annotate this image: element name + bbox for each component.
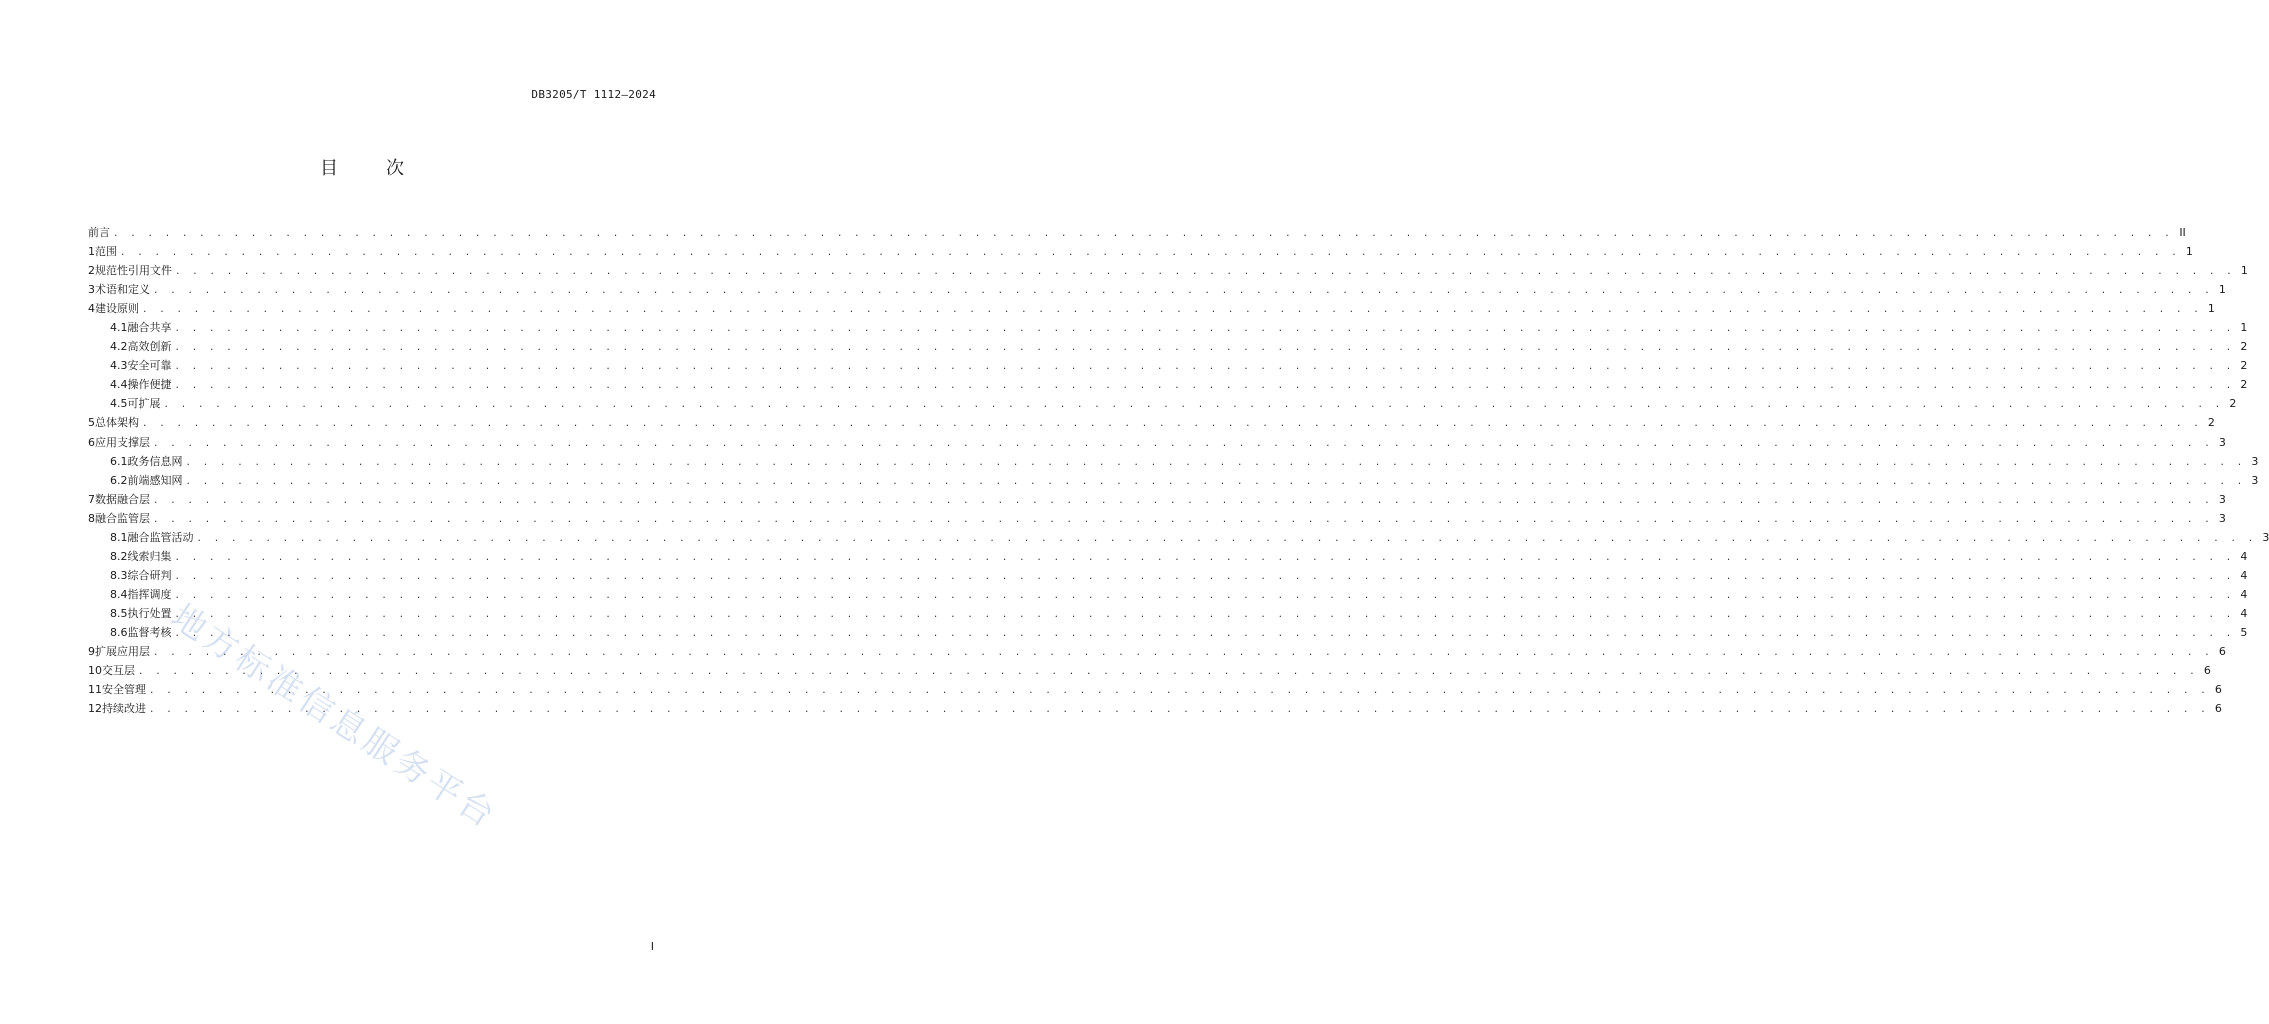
watermark-text: 地方标准信息服务平台 [163, 596, 505, 838]
toc-entry[interactable] [88, 319, 2248, 338]
toc-entry-number: 8.1 [110, 530, 128, 544]
toc-entry-page: 2 [2207, 416, 2215, 430]
toc-leader-dots: . . . . . . . . . . . . . . . . . . . . . . . . . . . . . . . . . . . . . . . . . . . . . . . . . . . . . . . . . . . . . . . . . . . . . . . . . . . . . . . . . . . . . . . . . . . . . . . . . . . . . . . . . . . . . . . . . . . . . . . . [153, 438, 2213, 449]
toc-leader-dots: . . . . . . . . . . . . . . . . . . . . . . . . . . . . . . . . . . . . . . . . . . . . . . . . . . . . . . . . . . . . . . . . . . . . . . . . . . . . . . . . . . . . . . . . . . . . . . . . . . . . . . . . . . . . . . . . . . . . . . . . [175, 267, 2235, 278]
toc-entry-number: 1 [88, 245, 95, 259]
toc-entry-label: 扩展应用层 [95, 645, 150, 659]
toc-entry-label: 数据融合层 [95, 492, 150, 506]
toc-entry-number: 8 [88, 511, 95, 525]
toc-entry-page: 2 [2240, 359, 2248, 373]
toc-entry[interactable] [88, 243, 2193, 262]
toc-entry[interactable] [88, 376, 2248, 395]
toc-leader-dots: . . . . . . . . . . . . . . . . . . . . . . . . . . . . . . . . . . . . . . . . . . . . . . . . . . . . . . . . . . . . . . . . . . . . . . . . . . . . . . . . . . . . . . . . . . . . . . . . . . . . . . . . . . . . . . . . . . . . . . . . [185, 476, 2246, 487]
toc-entry-label: 安全可靠 [127, 359, 172, 373]
toc-entry-number: 8.6 [110, 625, 128, 639]
toc-entry[interactable] [88, 300, 2215, 319]
toc-entry[interactable] [88, 605, 2248, 624]
toc-entry-number: 8.2 [110, 549, 128, 563]
toc-entry-page: 1 [2207, 302, 2215, 316]
toc-entry[interactable] [88, 700, 2222, 719]
toc-entry[interactable] [88, 434, 2226, 453]
toc-entry-page: 3 [2218, 435, 2226, 449]
toc-entry-page: 4 [2240, 568, 2248, 582]
toc-entry-page: 1 [2240, 321, 2248, 335]
toc-entry-label: 前言 [88, 226, 110, 239]
toc-entry-page: 6 [2214, 702, 2222, 716]
toc-entry-page: 3 [2218, 492, 2226, 506]
toc-leader-dots: . . . . . . . . . . . . . . . . . . . . . . . . . . . . . . . . . . . . . . . . . . . . . . . . . . . . . . . . . . . . . . . . . . . . . . . . . . . . . . . . . . . . . . . . . . . . . . . . . . . . . . . . . . . . . . . . . . . . . . . . [196, 533, 2257, 544]
toc-entry[interactable] [88, 624, 2248, 643]
toc-entry-label: 安全管理 [102, 683, 146, 697]
toc-entry[interactable] [88, 567, 2248, 586]
toc-entry-page: 1 [2185, 245, 2193, 259]
toc-leader-dots: . . . . . . . . . . . . . . . . . . . . . . . . . . . . . . . . . . . . . . . . . . . . . . . . . . . . . . . . . . . . . . . . . . . . . . . . . . . . . . . . . . . . . . . . . . . . . . . . . . . . . . . . . . . . . . . . . . . . . . . . [174, 609, 2235, 620]
toc-entry-page: 4 [2240, 606, 2248, 620]
toc-leader-dots: . . . . . . . . . . . . . . . . . . . . . . . . . . . . . . . . . . . . . . . . . . . . . . . . . . . . . . . . . . . . . . . . . . . . . . . . . . . . . . . . . . . . . . . . . . . . . . . . . . . . . . . . . . . . . . . . . . . . . . . . [153, 648, 2213, 659]
toc-entry-label: 综合研判 [127, 568, 172, 582]
toc-entry[interactable] [88, 681, 2222, 700]
toc-entry-label: 指挥调度 [127, 587, 172, 601]
toc-leader-dots: . . . . . . . . . . . . . . . . . . . . . . . . . . . . . . . . . . . . . . . . . . . . . . . . . . . . . . . . . . . . . . . . . . . . . . . . . . . . . . . . . . . . . . . . . . . . . . . . . . . . . . . . . . . . . . . . . . . . . . . . [174, 343, 2235, 354]
toc-entry-page: 3 [2251, 454, 2259, 468]
toc-entry-number: 4.2 [110, 340, 128, 354]
toc-entry-page: 4 [2240, 587, 2248, 601]
toc-entry-label: 交互层 [102, 664, 135, 678]
toc-entry-page: 1 [2218, 283, 2226, 297]
toc-leader-dots: . . . . . . . . . . . . . . . . . . . . . . . . . . . . . . . . . . . . . . . . . . . . . . . . . . . . . . . . . . . . . . . . . . . . . . . . . . . . . . . . . . . . . . . . . . . . . . . . . . . . . . . . . . . . . . . . . . . . . . . . [174, 628, 2235, 639]
toc-entry[interactable] [88, 357, 2248, 376]
toc-entry-label: 建设原则 [95, 302, 139, 316]
toc-entry-number: 8.3 [110, 568, 128, 582]
toc-entry-page: II [2179, 226, 2186, 239]
toc-title [0, 154, 724, 180]
toc-entry-label: 总体架构 [95, 416, 139, 430]
toc-entry-number: 5 [88, 416, 95, 430]
toc-leader-dots: . . . . . . . . . . . . . . . . . . . . . . . . . . . . . . . . . . . . . . . . . . . . . . . . . . . . . . . . . . . . . . . . . . . . . . . . . . . . . . . . . . . . . . . . . . . . . . . . . . . . . . . . . . . . . . . . . . . . . . . . [113, 229, 2173, 239]
toc-entry[interactable] [88, 548, 2248, 567]
toc-entry-page: 6 [2203, 664, 2211, 678]
toc-entry[interactable] [88, 510, 2226, 529]
toc-entry-number: 3 [88, 283, 95, 297]
toc-entry-label: 术语和定义 [95, 283, 150, 297]
toc-entry-label: 应用支撑层 [95, 435, 150, 449]
footer-page-number: I [650, 940, 654, 953]
toc-entry-page: 3 [2251, 473, 2259, 487]
toc-entry-label: 融合共享 [127, 321, 172, 335]
toc-entry[interactable] [88, 643, 2226, 662]
toc-title-part2: 次 [386, 158, 404, 179]
toc-entry[interactable] [88, 586, 2248, 605]
toc-entry-number: 6.2 [110, 473, 128, 487]
toc-entry-label: 范围 [95, 245, 117, 259]
toc-entry[interactable] [88, 662, 2211, 681]
toc-entry[interactable] [88, 395, 2237, 414]
toc-entry-label: 执行处置 [127, 606, 172, 620]
toc-leader-dots: . . . . . . . . . . . . . . . . . . . . . . . . . . . . . . . . . . . . . . . . . . . . . . . . . . . . . . . . . . . . . . . . . . . . . . . . . . . . . . . . . . . . . . . . . . . . . . . . . . . . . . . . . . . . . . . . . . . . . . . . [138, 667, 2198, 678]
toc-entry-number: 9 [88, 645, 95, 659]
toc-entry-number: 10 [88, 664, 102, 678]
toc-entry-page: 6 [2218, 645, 2226, 659]
toc-entry-number: 4.4 [110, 378, 128, 392]
toc-entry-label: 政务信息网 [127, 454, 183, 468]
toc-entry-page: 2 [2240, 340, 2248, 354]
toc-entry[interactable] [88, 262, 2248, 281]
toc-entry-page: 6 [2214, 683, 2222, 697]
toc-entry[interactable] [88, 491, 2226, 510]
toc-entry-label: 线索归集 [127, 549, 172, 563]
toc-leader-dots: . . . . . . . . . . . . . . . . . . . . . . . . . . . . . . . . . . . . . . . . . . . . . . . . . . . . . . . . . . . . . . . . . . . . . . . . . . . . . . . . . . . . . . . . . . . . . . . . . . . . . . . . . . . . . . . . . . . . . . . . [149, 686, 2209, 697]
toc-entry-page: 2 [2240, 378, 2248, 392]
toc-title-part1: 目 [320, 158, 338, 179]
toc-leader-dots: . . . . . . . . . . . . . . . . . . . . . . . . . . . . . . . . . . . . . . . . . . . . . . . . . . . . . . . . . . . . . . . . . . . . . . . . . . . . . . . . . . . . . . . . . . . . . . . . . . . . . . . . . . . . . . . . . . . . . . . . [142, 419, 2202, 430]
toc-entry[interactable] [88, 281, 2226, 300]
toc-leader-dots: . . . . . . . . . . . . . . . . . . . . . . . . . . . . . . . . . . . . . . . . . . . . . . . . . . . . . . . . . . . . . . . . . . . . . . . . . . . . . . . . . . . . . . . . . . . . . . . . . . . . . . . . . . . . . . . . . . . . . . . . [174, 381, 2235, 392]
toc-leader-dots: . . . . . . . . . . . . . . . . . . . . . . . . . . . . . . . . . . . . . . . . . . . . . . . . . . . . . . . . . . . . . . . . . . . . . . . . . . . . . . . . . . . . . . . . . . . . . . . . . . . . . . . . . . . . . . . . . . . . . . . . [174, 590, 2235, 601]
toc-entry-number: 4.1 [110, 321, 128, 335]
table-of-contents [88, 224, 2269, 719]
toc-entry-label: 监督考核 [127, 625, 172, 639]
toc-entry[interactable] [88, 472, 2259, 491]
document-code: DB3205/T 1112—2024 [531, 88, 656, 101]
toc-entry[interactable] [88, 224, 2186, 243]
toc-entry-label: 融合监管层 [95, 511, 150, 525]
toc-entry-number: 8.5 [110, 606, 128, 620]
toc-leader-dots: . . . . . . . . . . . . . . . . . . . . . . . . . . . . . . . . . . . . . . . . . . . . . . . . . . . . . . . . . . . . . . . . . . . . . . . . . . . . . . . . . . . . . . . . . . . . . . . . . . . . . . . . . . . . . . . . . . . . . . . . [163, 400, 2224, 411]
toc-entry-number: 11 [88, 683, 102, 697]
toc-leader-dots: . . . . . . . . . . . . . . . . . . . . . . . . . . . . . . . . . . . . . . . . . . . . . . . . . . . . . . . . . . . . . . . . . . . . . . . . . . . . . . . . . . . . . . . . . . . . . . . . . . . . . . . . . . . . . . . . . . . . . . . . [153, 495, 2213, 506]
toc-entry-page: 1 [2240, 264, 2248, 278]
toc-entry[interactable] [88, 529, 2269, 548]
toc-entry-number: 6 [88, 435, 95, 449]
toc-leader-dots: . . . . . . . . . . . . . . . . . . . . . . . . . . . . . . . . . . . . . . . . . . . . . . . . . . . . . . . . . . . . . . . . . . . . . . . . . . . . . . . . . . . . . . . . . . . . . . . . . . . . . . . . . . . . . . . . . . . . . . . . [142, 305, 2202, 316]
toc-entry-label: 持续改进 [102, 702, 146, 716]
toc-leader-dots: . . . . . . . . . . . . . . . . . . . . . . . . . . . . . . . . . . . . . . . . . . . . . . . . . . . . . . . . . . . . . . . . . . . . . . . . . . . . . . . . . . . . . . . . . . . . . . . . . . . . . . . . . . . . . . . . . . . . . . . . [174, 571, 2235, 582]
toc-leader-dots: . . . . . . . . . . . . . . . . . . . . . . . . . . . . . . . . . . . . . . . . . . . . . . . . . . . . . . . . . . . . . . . . . . . . . . . . . . . . . . . . . . . . . . . . . . . . . . . . . . . . . . . . . . . . . . . . . . . . . . . . [153, 514, 2213, 525]
toc-entry-number: 12 [88, 702, 102, 716]
toc-entry-label: 融合监管活动 [127, 530, 194, 544]
toc-entry-page: 5 [2240, 625, 2248, 639]
toc-entry-number: 4 [88, 302, 95, 316]
toc-entry-page: 2 [2229, 397, 2237, 411]
toc-entry-page: 3 [2262, 530, 2269, 544]
toc-leader-dots: . . . . . . . . . . . . . . . . . . . . . . . . . . . . . . . . . . . . . . . . . . . . . . . . . . . . . . . . . . . . . . . . . . . . . . . . . . . . . . . . . . . . . . . . . . . . . . . . . . . . . . . . . . . . . . . . . . . . . . . . [153, 286, 2213, 297]
toc-entry-number: 2 [88, 264, 95, 278]
toc-entry[interactable] [88, 453, 2259, 472]
toc-leader-dots: . . . . . . . . . . . . . . . . . . . . . . . . . . . . . . . . . . . . . . . . . . . . . . . . . . . . . . . . . . . . . . . . . . . . . . . . . . . . . . . . . . . . . . . . . . . . . . . . . . . . . . . . . . . . . . . . . . . . . . . . [174, 324, 2235, 335]
toc-entry[interactable] [88, 338, 2248, 357]
toc-entry-label: 前端感知网 [127, 473, 183, 487]
toc-entry-number: 6.1 [110, 454, 128, 468]
toc-leader-dots: . . . . . . . . . . . . . . . . . . . . . . . . . . . . . . . . . . . . . . . . . . . . . . . . . . . . . . . . . . . . . . . . . . . . . . . . . . . . . . . . . . . . . . . . . . . . . . . . . . . . . . . . . . . . . . . . . . . . . . . . [174, 362, 2235, 373]
toc-entry-label: 规范性引用文件 [95, 264, 172, 278]
toc-leader-dots: . . . . . . . . . . . . . . . . . . . . . . . . . . . . . . . . . . . . . . . . . . . . . . . . . . . . . . . . . . . . . . . . . . . . . . . . . . . . . . . . . . . . . . . . . . . . . . . . . . . . . . . . . . . . . . . . . . . . . . . . [120, 248, 2180, 259]
toc-entry-page: 3 [2218, 511, 2226, 525]
toc-leader-dots: . . . . . . . . . . . . . . . . . . . . . . . . . . . . . . . . . . . . . . . . . . . . . . . . . . . . . . . . . . . . . . . . . . . . . . . . . . . . . . . . . . . . . . . . . . . . . . . . . . . . . . . . . . . . . . . . . . . . . . . . [149, 705, 2209, 716]
toc-entry[interactable] [88, 414, 2215, 433]
toc-leader-dots: . . . . . . . . . . . . . . . . . . . . . . . . . . . . . . . . . . . . . . . . . . . . . . . . . . . . . . . . . . . . . . . . . . . . . . . . . . . . . . . . . . . . . . . . . . . . . . . . . . . . . . . . . . . . . . . . . . . . . . . . [185, 457, 2246, 468]
toc-entry-number: 4.3 [110, 359, 128, 373]
toc-leader-dots: . . . . . . . . . . . . . . . . . . . . . . . . . . . . . . . . . . . . . . . . . . . . . . . . . . . . . . . . . . . . . . . . . . . . . . . . . . . . . . . . . . . . . . . . . . . . . . . . . . . . . . . . . . . . . . . . . . . . . . . . [174, 552, 2235, 563]
toc-entry-number: 7 [88, 492, 95, 506]
toc-entry-number: 8.4 [110, 587, 128, 601]
toc-entry-number: 4.5 [110, 397, 128, 411]
toc-entry-label: 高效创新 [127, 340, 172, 354]
toc-entry-label: 操作便捷 [127, 378, 172, 392]
toc-entry-label: 可扩展 [127, 397, 161, 411]
toc-entry-page: 4 [2240, 549, 2248, 563]
